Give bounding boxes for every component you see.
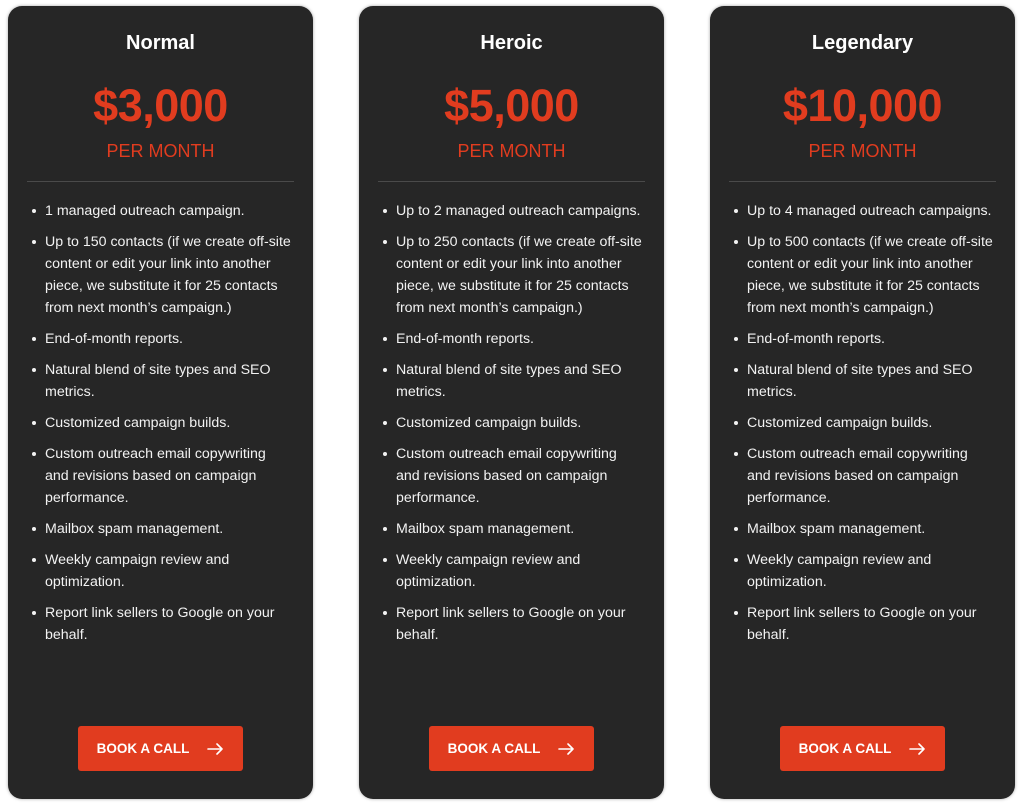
- plan-price: $3,000: [93, 80, 228, 131]
- pricing-card-normal: [8, 6, 313, 799]
- arrow-right-icon: [909, 743, 926, 755]
- feature-item: Up to 2 managed outreach campaigns.: [396, 200, 642, 222]
- feature-item: End-of-month reports.: [396, 328, 642, 350]
- feature-item: Up to 4 managed outreach campaigns.: [747, 200, 993, 222]
- feature-item: End-of-month reports.: [45, 328, 291, 350]
- feature-item: Customized campaign builds.: [45, 412, 291, 434]
- feature-item: Custom outreach email copywriting and revisions based on campaign performance.: [45, 443, 291, 509]
- plan-name: Legendary: [811, 32, 914, 54]
- plan-price: $5,000: [444, 80, 579, 131]
- feature-item: Natural blend of site types and SEO metrics.: [396, 359, 642, 403]
- book-a-call-button[interactable]: [780, 726, 945, 771]
- pricing-card-legendary: [710, 6, 1015, 799]
- plan-name: Normal: [126, 32, 195, 54]
- feature-list: [45, 200, 291, 655]
- book-a-call-button[interactable]: [429, 726, 594, 771]
- book-a-call-label: BOOK A CALL: [447, 741, 541, 756]
- arrow-right-icon: [558, 743, 575, 755]
- feature-list: [747, 200, 993, 655]
- feature-item: Custom outreach email copywriting and revisions based on campaign performance.: [747, 443, 993, 509]
- book-a-call-label: BOOK A CALL: [96, 741, 190, 756]
- divider: [729, 181, 996, 182]
- book-a-call-label: BOOK A CALL: [798, 741, 892, 756]
- feature-item: Up to 250 contacts (if we create off-site content or edit your link into another piece, we substitute it for 25 contacts from next month’s campaign.): [396, 231, 642, 319]
- plan-period: PER MONTH: [457, 141, 566, 161]
- plan-period: PER MONTH: [808, 141, 917, 161]
- feature-item: Customized campaign builds.: [396, 412, 642, 434]
- feature-item: 1 managed outreach campaign.: [45, 200, 291, 222]
- plan-period: PER MONTH: [106, 141, 215, 161]
- divider: [378, 181, 645, 182]
- feature-item: Weekly campaign review and optimization.: [45, 549, 291, 593]
- arrow-right-icon: [207, 743, 224, 755]
- feature-item: Up to 500 contacts (if we create off-site content or edit your link into another piece, we substitute it for 25 contacts from next month’s campaign.): [747, 231, 993, 319]
- feature-item: Mailbox spam management.: [396, 518, 642, 540]
- feature-item: Customized campaign builds.: [747, 412, 993, 434]
- feature-item: Report link sellers to Google on your behalf.: [396, 602, 642, 646]
- feature-item: Mailbox spam management.: [45, 518, 291, 540]
- feature-item: Report link sellers to Google on your behalf.: [45, 602, 291, 646]
- feature-item: Weekly campaign review and optimization.: [396, 549, 642, 593]
- feature-list: [396, 200, 642, 655]
- book-a-call-button[interactable]: [78, 726, 243, 771]
- divider: [27, 181, 294, 182]
- feature-item: Custom outreach email copywriting and revisions based on campaign performance.: [396, 443, 642, 509]
- feature-item: Report link sellers to Google on your behalf.: [747, 602, 993, 646]
- pricing-card-heroic: [359, 6, 664, 799]
- feature-item: Natural blend of site types and SEO metrics.: [45, 359, 291, 403]
- plan-name: Heroic: [480, 32, 543, 54]
- feature-item: Mailbox spam management.: [747, 518, 993, 540]
- feature-item: Weekly campaign review and optimization.: [747, 549, 993, 593]
- feature-item: Up to 150 contacts (if we create off-site content or edit your link into another piece, we substitute it for 25 contacts from next month’s campaign.): [45, 231, 291, 319]
- feature-item: Natural blend of site types and SEO metrics.: [747, 359, 993, 403]
- feature-item: End-of-month reports.: [747, 328, 993, 350]
- plan-price: $10,000: [782, 80, 943, 131]
